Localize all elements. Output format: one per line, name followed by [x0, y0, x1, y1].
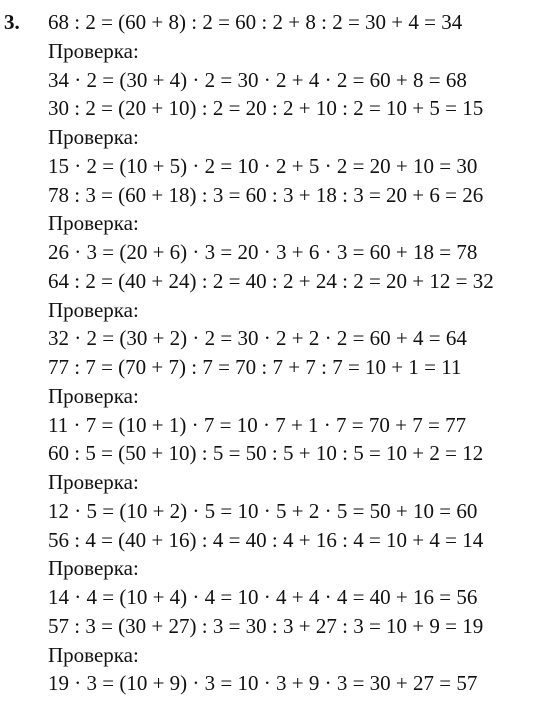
check-label: Проверка: [48, 556, 139, 581]
solution-lines [48, 8, 534, 698]
check-label: Проверка: [48, 125, 139, 149]
equation-line: 32 · 2 = (30 + 2) · 2 = 30 · 2 + 2 · 2 = 60 + 4 = 64 [48, 326, 467, 351]
equation-line: 11 · 7 = (10 + 1) · 7 = 10 · 7 + 1 · 7 = 70 + 7 = 77 [48, 412, 467, 437]
equation-line: 30 : 2 = (20 + 10) : 2 = 20 : 2 + 10 : 2 = 10 + 5 = 15 [48, 96, 484, 121]
equation-line: 77 : 7 = (70 + 7) : 7 = 70 : 7 + 7 : 7 = 10 + 1 = 11 [48, 355, 462, 379]
equation-line: 56 : 4 = (40 + 16) : 4 = 40 : 4 + 16 : 4 = 10 + 4 = 14 [48, 527, 484, 552]
check-label: Проверка: [48, 383, 139, 408]
check-label: Проверка: [48, 38, 139, 63]
equation-line: 19 · 3 = (10 + 9) · 3 = 10 · 3 + 9 · 3 = 30 + 27 = 57 [48, 671, 478, 696]
check-label: Проверка: [48, 642, 139, 667]
equation-line: 12 · 5 = (10 + 2) · 5 = 10 · 5 + 2 · 5 = 50 + 10 = 60 [48, 498, 478, 523]
equation-line: 15 · 2 = (10 + 5) · 2 = 10 · 2 + 5 · 2 = 20 + 10 = 30 [48, 153, 478, 178]
equation-line: 68 : 2 = (60 + 8) : 2 = 60 : 2 + 8 : 2 = 30 + 4 = 34 [48, 10, 463, 34]
task-number: 3. [4, 10, 20, 34]
check-label: Проверка: [48, 470, 139, 494]
equation-line: 14 · 4 = (10 + 4) · 4 = 10 · 4 + 4 · 4 = 40 + 16 = 56 [48, 585, 478, 609]
equation-line: 78 : 3 = (60 + 18) : 3 = 60 : 3 + 18 : 3 = 20 + 6 = 26 [48, 182, 484, 207]
equation-line: 34 · 2 = (30 + 4) · 2 = 30 · 2 + 4 · 2 = 60 + 8 = 68 [48, 67, 467, 92]
check-label: Проверка: [48, 211, 139, 236]
equation-line: 60 : 5 = (50 + 10) : 5 = 50 : 5 + 10 : 5 = 10 + 2 = 12 [48, 441, 484, 466]
equation-line: 64 : 2 = (40 + 24) : 2 = 40 : 2 + 24 : 2 = 20 + 12 = 32 [48, 268, 494, 293]
equation-line: 57 : 3 = (30 + 27) : 3 = 30 : 3 + 27 : 3 = 10 + 9 = 19 [48, 613, 484, 638]
equation-line: 26 · 3 = (20 + 6) · 3 = 20 · 3 + 6 · 3 = 60 + 18 = 78 [48, 240, 478, 264]
check-label: Проверка: [48, 297, 139, 322]
